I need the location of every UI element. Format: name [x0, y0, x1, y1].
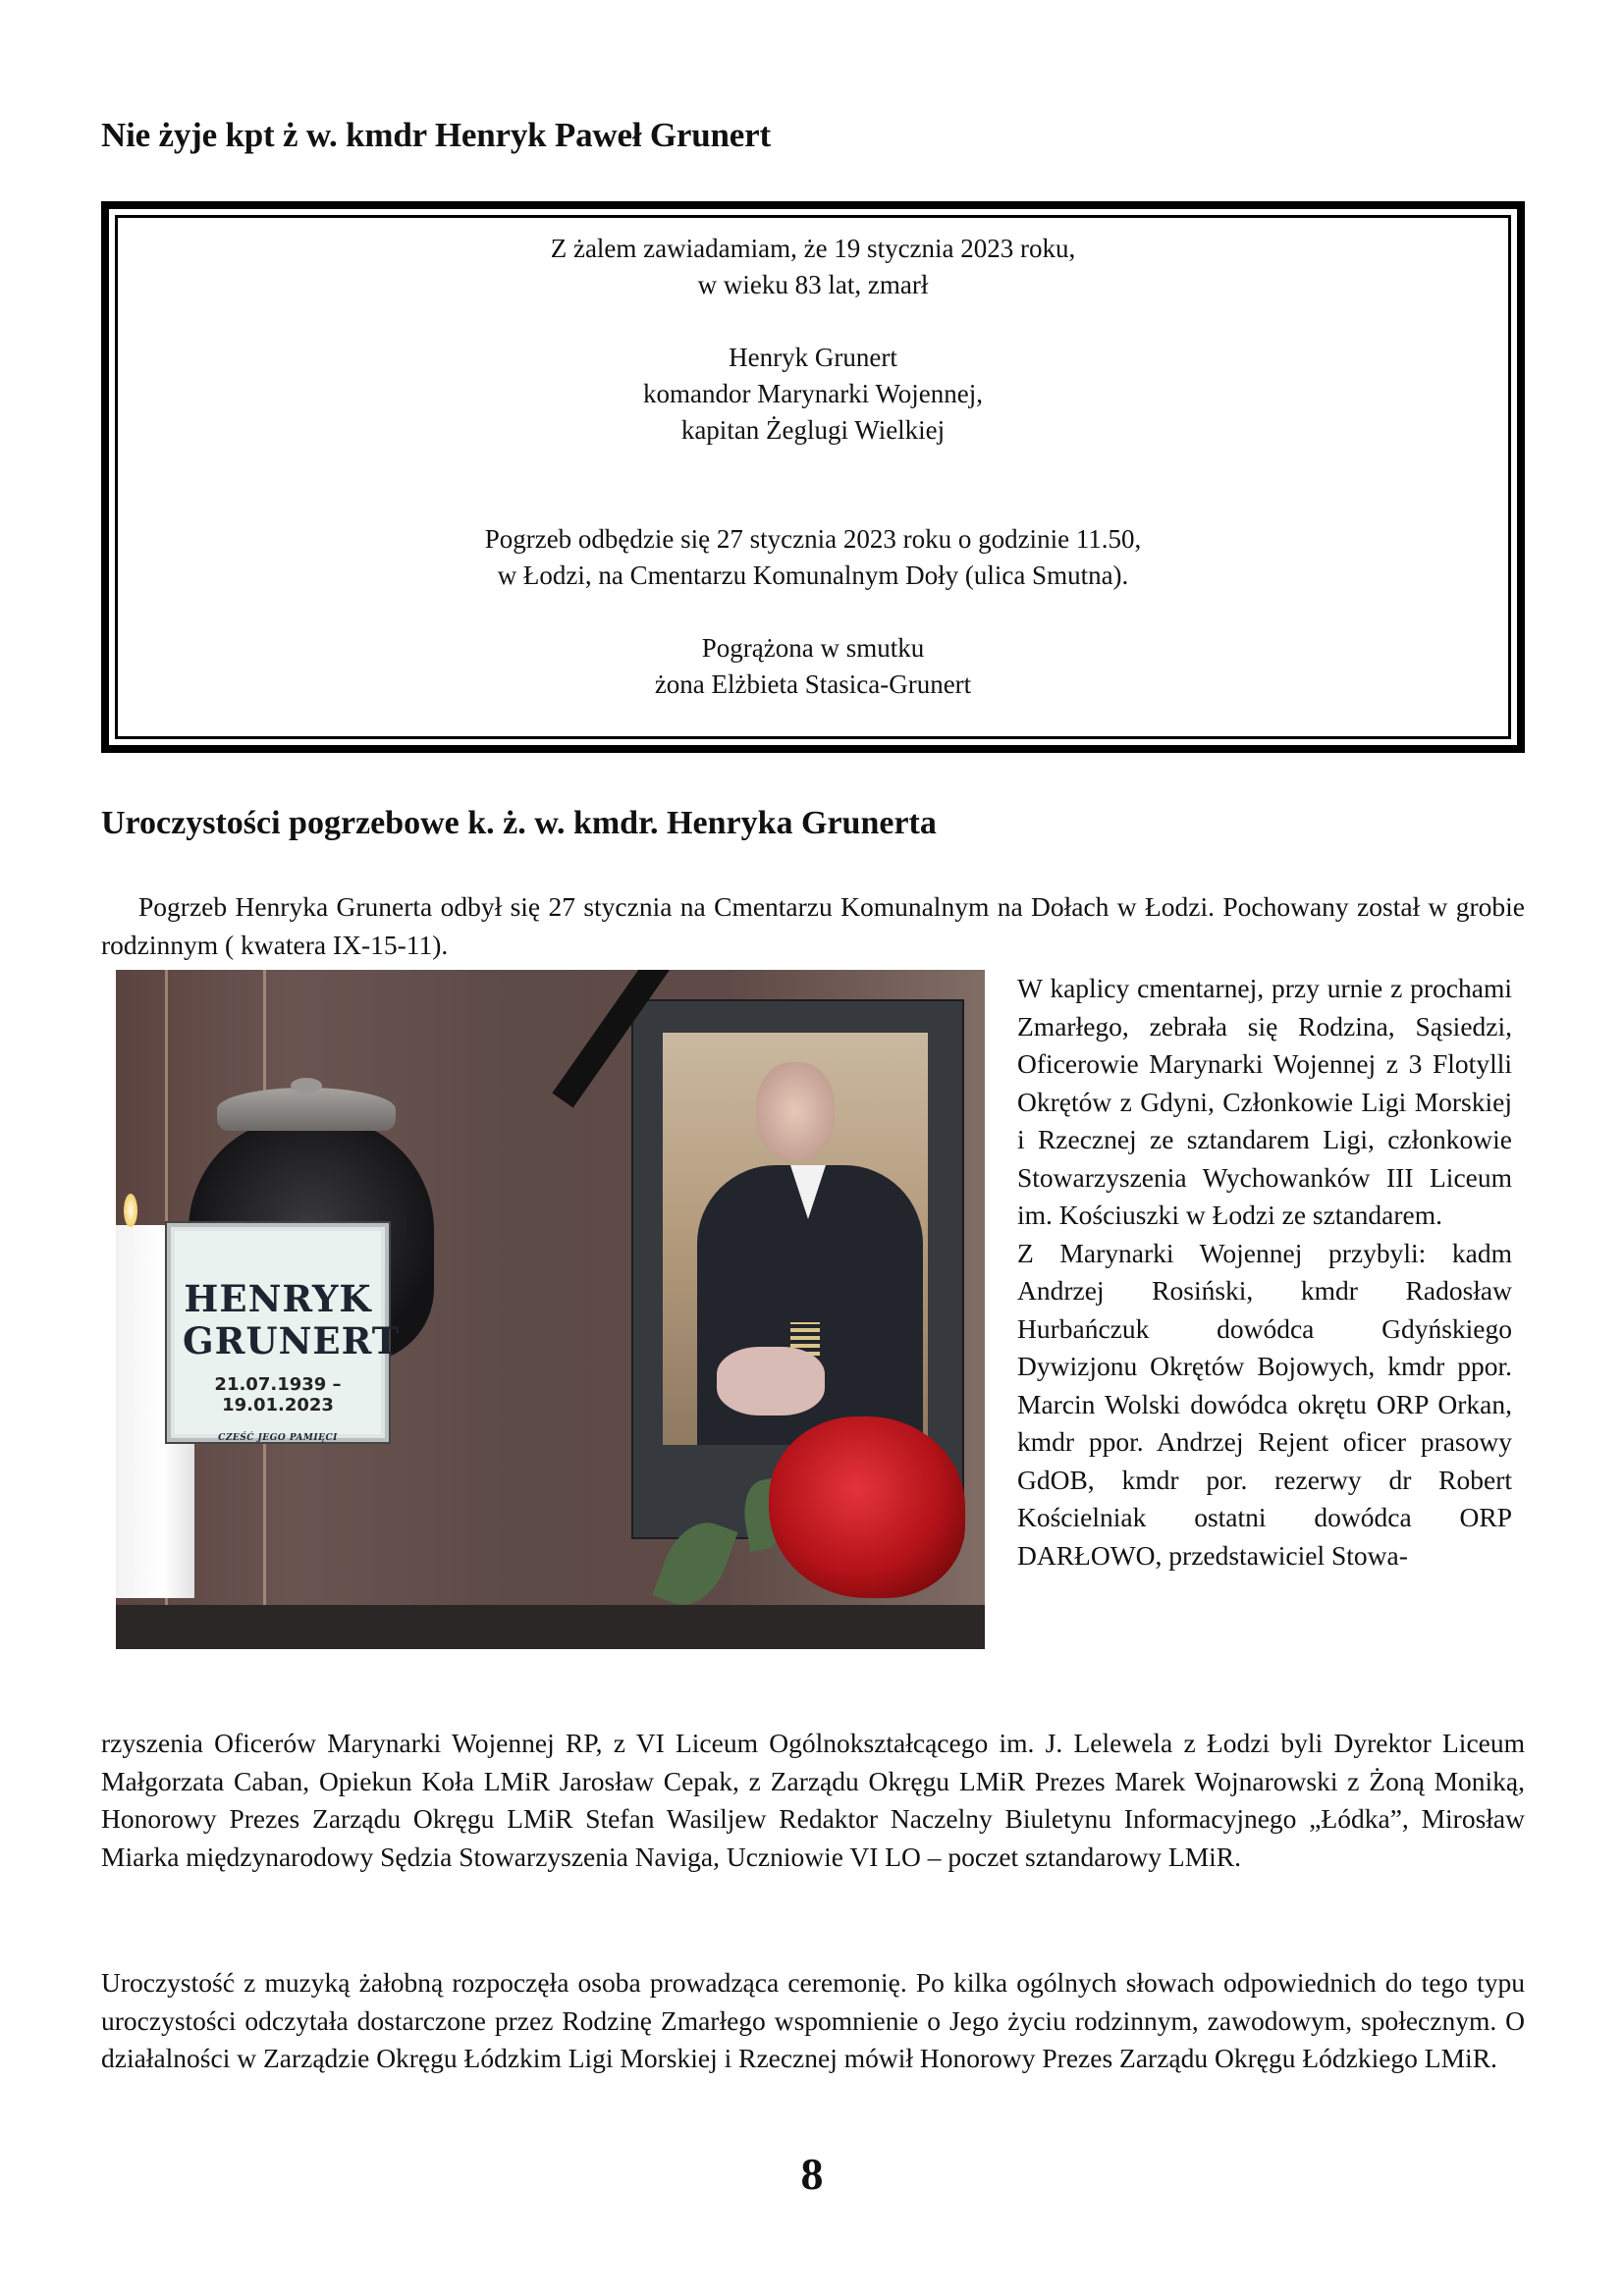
plaque-memory: CZEŚĆ JEGO PAMIĘCI — [218, 1433, 338, 1443]
notice-deceased-name: Henryk Grunert — [729, 343, 897, 372]
plaque-name: HENRYK GRUNERT — [183, 1277, 401, 1362]
ceremony-paragraph: Uroczystość z muzyką żałobną rozpoczęła osoba prowadząca ceremonię. Po kilka ogólnych słowach odpowiednich do tego typu uroczystości odczytała dostarczone przez Rodzinę Zmarłego wspomnienie o Jego życiu rodzinnym, zawodowym, społecznym. O działalności w Zarządzie Okręgu Łódzkim Ligi Morskiej i Rzecznej mówił Honorowy Prezes Zarządu Okręgu Łódzkiego LMiR. — [101, 1967, 1525, 2073]
notice-funeral-line: Pogrzeb odbędzie się 27 stycznia 2023 roku o godzinie 11.50, — [484, 524, 1142, 554]
page-number: 8 — [800, 2149, 824, 2199]
obituary-heading: Nie żyje kpt ż w. kmdr Henryk Paweł Grunert — [101, 116, 771, 154]
notice-line: w wieku 83 lat, zmarł — [697, 270, 929, 299]
obituary-notice — [109, 231, 1517, 703]
notice-rank: komandor Marynarki Wojennej, — [643, 379, 983, 408]
notice-funeral-line: w Łodzi, na Cmentarzu Komunalnym Doły (ulica Smutna). — [497, 561, 1129, 590]
attendees-continuation-paragraph: rzyszenia Oficerów Marynarki Wojennej RP, z VI Liceum Ogólnokształcącego im. J. Lelewela z Łodzi byli Dyrektor Liceum Małgorzata Caban, Opiekun Koła LMiR Jarosław Cepak, z Zarządu Okręgu LMiR Prezes Marek Wojnarowski z Żoną Moniką, Honorowy Prezes Zarządu Okręgu LMiR Stefan Wasiljew Redaktor Naczelny Biuletynu Informacyjnego „Łódka”, Mirosław Miarka międzynarodowy Sędzia Stowarzyszenia Naviga, Uczniowie VI LO – poczet sztandarowy LMiR. — [101, 1728, 1525, 1872]
name-plaque — [167, 1223, 401, 1443]
attendees-paragraph: W kaplicy cmentarnej, przy urnie z prochami Zmarłego, zebrała się Rodzina, Sąsiedzi, Oficerowie Marynarki Wojennej z 3 Flotylli Okrętów z Gdyni, Członkowie Ligi Morskiej i Rzecznej ze sztandarem Ligi, członkowie Stowarzyszenia Wychowanków III Liceum im. Kościuszki w Łodzi ze sztandarem. — [1017, 973, 1512, 1230]
article-intro-paragraph: Pogrzeb Henryka Grunerta odbył się 27 stycznia na Cmentarzu Komunalnym na Dołach w Łodzi. Pochowany został w grobie rodzinnym ( kwatera IX-15-11). — [101, 891, 1525, 960]
notice-title: kapitan Żeglugi Wielkiej — [680, 415, 946, 445]
urn-lid — [217, 1088, 396, 1131]
funeral-heading: Uroczystości pogrzebowe k. ż. w. kmdr. Henryka Grunerta — [101, 805, 937, 841]
article-right-column — [1017, 970, 1512, 1575]
obituary-notice-frame — [101, 201, 1525, 753]
notice-signature: żona Elżbieta Stasica-Grunert — [654, 669, 972, 699]
navy-attendees-paragraph: Z Marynarki Wojennej przybyli: kadm Andrzej Rosiński, kmdr Radosław Hurbańczuk dowódca Gdyńskiego Dywizjonu Okrętów Bojowych, kmdr ppor. Marcin Wolski dowódca okrętu ORP Orkan, kmdr ppor. Andrzej Rejent oficer prasowy GdOB, kmdr por. rezerwy dr Robert Kościelniak ostatni dowódca ORP DARŁOWO, przedstawiciel Stowa- — [1017, 1237, 1512, 1571]
notice-line: Z żalem zawiadamiam, że 19 stycznia 2023 roku, — [550, 234, 1076, 263]
shelf — [116, 1605, 985, 1649]
memorial-photo — [116, 970, 985, 1649]
candle-flame — [124, 1194, 137, 1227]
red-rose — [769, 1416, 965, 1598]
plaque-dates: 21.07.1939 – 19.01.2023 — [214, 1374, 342, 1415]
notice-mourning: Pogrążona w smutku — [701, 633, 925, 663]
portrait-photo — [663, 1033, 928, 1445]
